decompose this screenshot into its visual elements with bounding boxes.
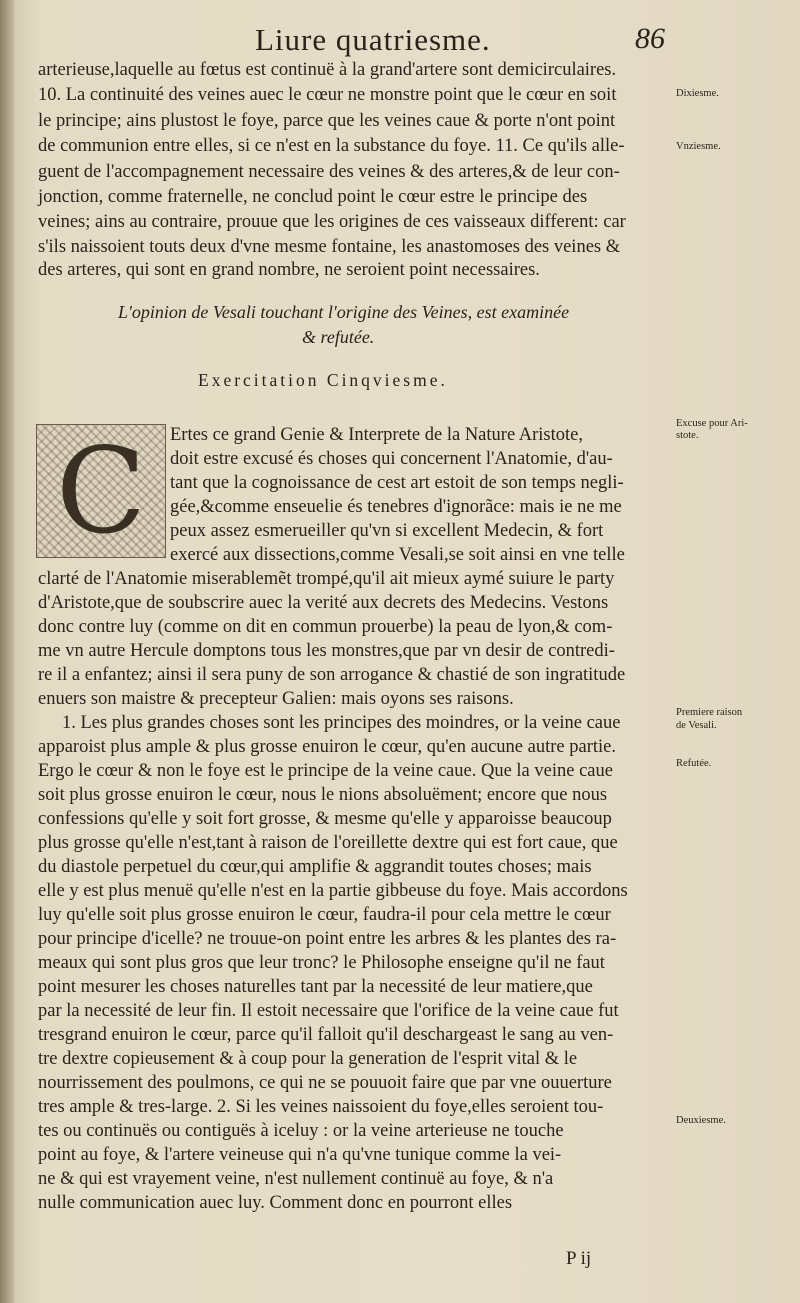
text-line: tre dextre copieusement & à coup pour la generation de l'esprit vital & le <box>38 1049 578 1069</box>
text-line: pour principe d'icelle? ne trouue-on point entre les arbres & les plantes des ra- <box>38 929 617 949</box>
text-line: elle y est plus menuë qu'elle n'est en la partie gibbeuse du foye. Mais accordons <box>38 881 628 901</box>
decorated-initial <box>36 424 166 558</box>
text-line: 10. La continuité des veines auec le cœur ne monstre point que le cœur en soit <box>38 85 617 105</box>
text-line: me vn autre Hercule domptons tous les monstres,que par vn desir de contredi- <box>38 641 615 661</box>
text-line: nulle communication auec luy. Comment donc en pourront elles <box>38 1193 513 1213</box>
margin-note-excuse: stote. <box>676 430 699 441</box>
text-line: soit plus grosse enuiron le cœur, nous le nions absoluëment; encore que nous <box>38 785 608 805</box>
text-line: apparoist plus ample & plus grosse enuiron le cœur, qu'en aucune autre partie. <box>38 737 616 757</box>
text-line: tes ou continuës ou contiguës à iceluy : or la veine arterieuse ne touche <box>38 1121 564 1141</box>
text-line: clarté de l'Anatomie miserablemẽt trompé,qu'il ait mieux aymé suiure le party <box>38 569 615 589</box>
margin-note-refutee: Refutée. <box>676 758 712 769</box>
text-line: Ertes ce grand Genie & Interprete de la Nature Aristote, <box>170 425 583 445</box>
text-line: Ergo le cœur & non le foye est le principe de la veine caue. Que la veine caue <box>38 761 613 781</box>
text-line: peux assez esmerueiller qu'vn si excellent Medecin, & fort <box>170 521 604 541</box>
text-line: veines; ains au contraire, prouue que les origines de ces vaisseaux different: car <box>38 212 626 232</box>
text-line: meaux qui sont plus gros que leur tronc? le Philosophe enseigne qu'il ne faut <box>38 953 605 973</box>
text-line: de communion entre elles, si ce n'est en la substance du foye. 11. Ce qu'ils alle- <box>38 136 625 156</box>
initial-letter: C <box>55 422 147 560</box>
text-line: guent de l'accompagnement necessaire des veines & des arteres,& de leur con- <box>38 162 620 182</box>
text-line: des arteres, qui sont en grand nombre, ne seroient point necessaires. <box>38 260 540 280</box>
text-line: re il a enfantez; ainsi il sera puny de son arrogance & chastié de son ingratitude <box>38 665 626 685</box>
text-line: du diastole perpetuel du cœur,qui amplifie & aggrandit toutes choses; mais <box>38 857 592 877</box>
text-line: luy qu'elle soit plus grosse enuiron le cœur, faudra-il pour cela mettre le cœur <box>38 905 611 925</box>
text-line: 1. Les plus grandes choses sont les principes des moindres, or la veine caue <box>62 713 621 733</box>
text-line: nourrissement des poulmons, ce qui ne se pouuoit faire que par vne ouuerture <box>38 1073 612 1093</box>
text-line: s'ils naissoient touts deux d'vne mesme fontaine, les anastomoses des veines & <box>38 237 621 257</box>
chapter-title-line: L'opinion de Vesali touchant l'origine des Veines, est examinée <box>118 302 570 322</box>
text-line: par la necessité de leur fin. Il estoit necessaire que l'orifice de la veine caue fut <box>38 1001 619 1021</box>
text-line: d'Aristote,que de soubscrire auec la verité aux decrets des Medecins. Vestons <box>38 593 609 613</box>
text-line: ne & qui est vrayement veine, n'est nullement continuë au foye, & n'a <box>38 1169 554 1189</box>
page-number: 86 <box>635 22 665 55</box>
margin-note-premiere-raison: Premiere raison <box>676 707 743 718</box>
chapter-title-line: & refutée. <box>302 327 375 347</box>
text-line: tant que la cognoissance de cest art estoit de son temps negli- <box>170 473 624 493</box>
text-line: arterieuse,laquelle au fœtus est continuë à la grand'artere sont demicirculaires. <box>38 60 617 80</box>
margin-note-dixiesme: Dixiesme. <box>676 88 719 99</box>
text-line: confessions qu'elle y soit fort grosse, & mesme qu'elle y apparoisse beaucoup <box>38 809 612 829</box>
text-line: tresgrand enuiron le cœur, parce qu'il falloit qu'il deschargeast le sang au ven- <box>38 1025 614 1045</box>
text-line: plus grosse qu'elle n'est,tant à raison de l'oreillette dextre qui est fort caue, que <box>38 833 618 853</box>
margin-note-excuse: Excuse pour Ari- <box>676 418 748 429</box>
running-head: Liure quatriesme. <box>255 22 491 57</box>
signature-mark: P ij <box>566 1248 592 1269</box>
text-line: jonction, comme fraternelle, ne conclud point le cœur estre le principe des <box>38 187 588 207</box>
text-line: tres ample & tres-large. 2. Si les veines naissoient du foye,elles seroient tou- <box>38 1097 604 1117</box>
text-line: gée,&comme enseuelie és tenebres d'ignorãce: mais ie ne me <box>170 497 622 517</box>
text-line: donc contre luy (comme on dit en commun prouerbe) la peau de lyon,& com- <box>38 617 613 637</box>
text-line: le principe; ains plustost le foye, parce que les veines caue & porte n'ont point <box>38 111 616 131</box>
exercise-heading: Exercitation Cinqviesme. <box>198 370 448 390</box>
text-line: point mesurer les choses naturelles tant par la necessité de leur matiere,que <box>38 977 593 997</box>
text-line: point au foye, & l'artere veineuse qui n'a qu'vne tunique comme la vei- <box>38 1145 562 1165</box>
text-line: doit estre excusé és choses qui concernent l'Anatomie, d'au- <box>170 449 613 469</box>
margin-note-vnziesme: Vnziesme. <box>676 141 721 152</box>
margin-note-premiere-raison: de Vesali. <box>676 720 717 731</box>
text-line: enuers son maistre & precepteur Galien: mais oyons ses raisons. <box>38 689 514 709</box>
margin-note-deuxiesme: Deuxiesme. <box>676 1115 726 1126</box>
text-line: exercé aux dissections,comme Vesali,se soit ainsi en vne telle <box>170 545 625 565</box>
